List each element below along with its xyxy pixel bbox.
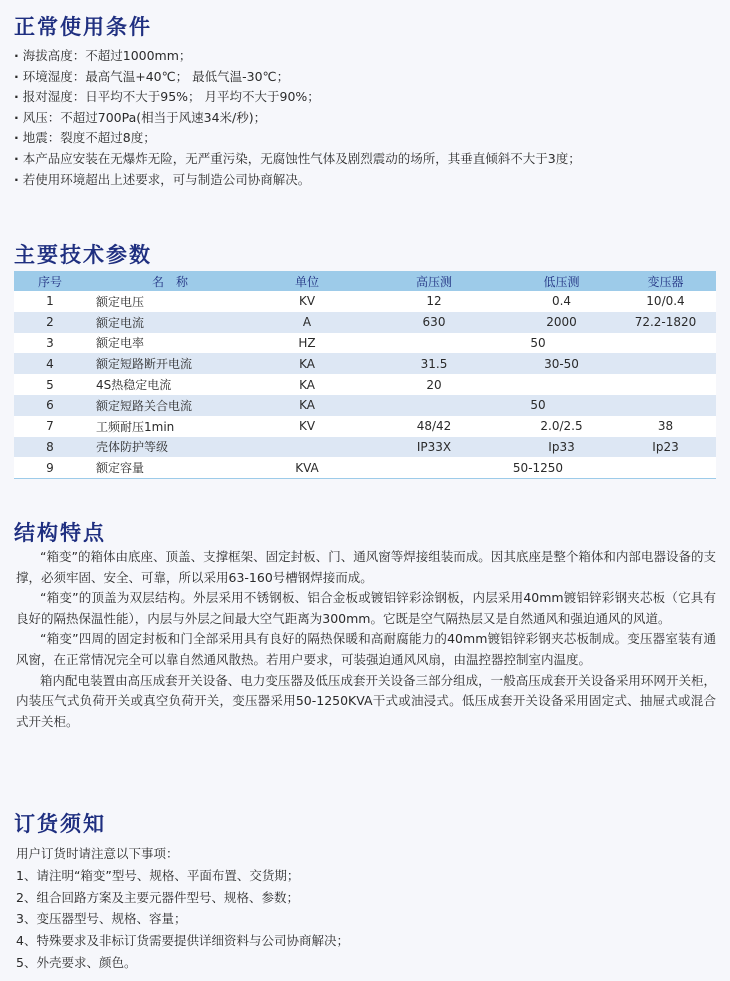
cell-unit: KA xyxy=(254,395,360,416)
cell-transformer xyxy=(615,353,716,374)
order-item: 2、组合回路方案及主要元器件型号、规格、参数； xyxy=(16,889,299,905)
cell-high: 48/42 xyxy=(360,416,508,437)
table-row xyxy=(14,333,716,354)
condition-item: · 本产品应安装在无爆炸无险，无严重污染，无腐蚀性气体及剧烈震动的场所，其垂直倾斜不大于3度； xyxy=(14,149,581,170)
cell-unit: KA xyxy=(254,353,360,374)
params-title: 主要技术参数 xyxy=(14,243,152,267)
cell-transformer: Ip23 xyxy=(615,437,716,458)
cell-unit: KV xyxy=(254,416,360,437)
cell-unit: KA xyxy=(254,374,360,395)
cell-no: 7 xyxy=(14,416,86,437)
params-table xyxy=(14,271,716,479)
params-header-row xyxy=(14,271,716,291)
cell-unit xyxy=(254,437,360,458)
header-unit: 单位 xyxy=(254,271,360,291)
cell-unit: KVA xyxy=(254,457,360,478)
cell-high: 31.5 xyxy=(360,353,508,374)
cell-low: Ip33 xyxy=(508,437,615,458)
condition-item: · 环境湿度：最高气温+40℃； 最低气温-30℃； xyxy=(14,67,581,88)
cell-name: 4S热稳定电流 xyxy=(86,374,254,395)
table-row xyxy=(14,312,716,333)
cell-no: 4 xyxy=(14,353,86,374)
conditions-list xyxy=(14,46,581,190)
header-name: 名 称 xyxy=(86,271,254,291)
conditions-title: 正常使用条件 xyxy=(14,15,152,39)
cell-name: 额定容量 xyxy=(86,457,254,478)
table-row xyxy=(14,353,716,374)
cell-unit: KV xyxy=(254,291,360,312)
header-high: 高压测 xyxy=(360,271,508,291)
cell-no: 6 xyxy=(14,395,86,416)
structure-body xyxy=(16,547,716,732)
condition-item: · 海拔高度：不超过1000mm； xyxy=(14,46,581,67)
header-transformer: 变压器 xyxy=(615,271,716,291)
table-row xyxy=(14,437,716,458)
cell-no: 8 xyxy=(14,437,86,458)
table-row xyxy=(14,457,716,478)
cell-no: 9 xyxy=(14,457,86,478)
condition-item: · 若使用环境超出上述要求，可与制造公司协商解决。 xyxy=(14,170,581,191)
structure-paragraph: “箱变”的顶盖为双层结构。外层采用不锈钢板、铝合金板或镀铝锌彩涂钢板，内层采用40mm镀铝锌彩钢夹芯板（它具有良好的隔热保温性能），内层与外层之间最大空气距离为300mm。它既是空气隔热层又是自然通风和强迫通风的风道。 xyxy=(16,590,716,626)
order-item: 4、特殊要求及非标订货需要提供详细资料与公司协商解决； xyxy=(16,933,349,949)
cell-high: 630 xyxy=(360,312,508,333)
cell-name: 额定电压 xyxy=(86,291,254,312)
cell-unit: A xyxy=(254,312,360,333)
cell-low: 2.0/2.5 xyxy=(508,416,615,437)
cell-span: 50 xyxy=(360,333,716,354)
cell-unit: HZ xyxy=(254,333,360,354)
table-row xyxy=(14,374,716,395)
table-row xyxy=(14,395,716,416)
condition-item: · 风压：不超过700Pa(相当于风速34米/秒)； xyxy=(14,108,581,129)
order-item: 5、外壳要求、颜色。 xyxy=(16,954,137,970)
order-list xyxy=(16,843,349,974)
structure-paragraph: “箱变”的箱体由底座、顶盖、支撑框架、固定封板、门、通风窗等焊接组装而成。因其底座是整个箱体和内部电器设备的支撑，必须牢固、安全、可靠，所以采用63-160号槽钢焊接而成。 xyxy=(16,549,716,585)
order-item: 1、请注明“箱变”型号、规格、平面布置、交货期； xyxy=(16,867,300,883)
header-no: 序号 xyxy=(14,271,86,291)
cell-no: 5 xyxy=(14,374,86,395)
cell-name: 工频耐压1min xyxy=(86,416,254,437)
order-item: 3、变压器型号、规格、容量； xyxy=(16,911,187,927)
header-low: 低压测 xyxy=(508,271,615,291)
cell-high: IP33X xyxy=(360,437,508,458)
cell-transformer: 38 xyxy=(615,416,716,437)
cell-transformer: 72.2-1820 xyxy=(615,312,716,333)
cell-name: 额定电流 xyxy=(86,312,254,333)
cell-low: 0.4 xyxy=(508,291,615,312)
cell-high: 20 xyxy=(360,374,508,395)
cell-low: 30-50 xyxy=(508,353,615,374)
cell-span: 50-1250 xyxy=(360,457,716,478)
cell-low: 2000 xyxy=(508,312,615,333)
cell-name: 额定电率 xyxy=(86,333,254,354)
table-row xyxy=(14,416,716,437)
structure-title: 结构特点 xyxy=(14,521,106,545)
cell-name: 壳体防护等级 xyxy=(86,437,254,458)
cell-transformer: 10/0.4 xyxy=(615,291,716,312)
cell-no: 1 xyxy=(14,291,86,312)
table-row xyxy=(14,291,716,312)
cell-low xyxy=(508,374,615,395)
cell-transformer xyxy=(615,374,716,395)
cell-span: 50 xyxy=(360,395,716,416)
cell-high: 12 xyxy=(360,291,508,312)
structure-paragraph: 箱内配电装置由高压成套开关设备、电力变压器及低压成套开关设备三部分组成，一般高压成套开关设备采用环网开关柜，内装压气式负荷开关或真空负荷开关，变压器采用50-1250KVA干式或油浸式。低压成套开关设备采用固定式、抽屉式或混合式开关柜。 xyxy=(16,672,716,729)
cell-no: 3 xyxy=(14,333,86,354)
cell-no: 2 xyxy=(14,312,86,333)
condition-item: · 报对湿度：日平均不大于95%； 月平均不大于90%； xyxy=(14,87,581,108)
order-title: 订货须知 xyxy=(14,812,106,836)
cell-name: 额定短路关合电流 xyxy=(86,395,254,416)
condition-item: · 地震：裂度不超过8度； xyxy=(14,128,581,149)
order-intro: 用户订货时请注意以下事项： xyxy=(16,846,179,861)
structure-paragraph: “箱变”四周的固定封板和门全部采用具有良好的隔热保暖和高耐腐能力的40mm镀铝锌彩钢夹芯板制成。变压器室装有通风窗，在正常情况完全可以靠自然通风散热。若用户要求，可装强迫通风风扇，由温控器控制室内温度。 xyxy=(16,631,716,667)
cell-name: 额定短路断开电流 xyxy=(86,353,254,374)
